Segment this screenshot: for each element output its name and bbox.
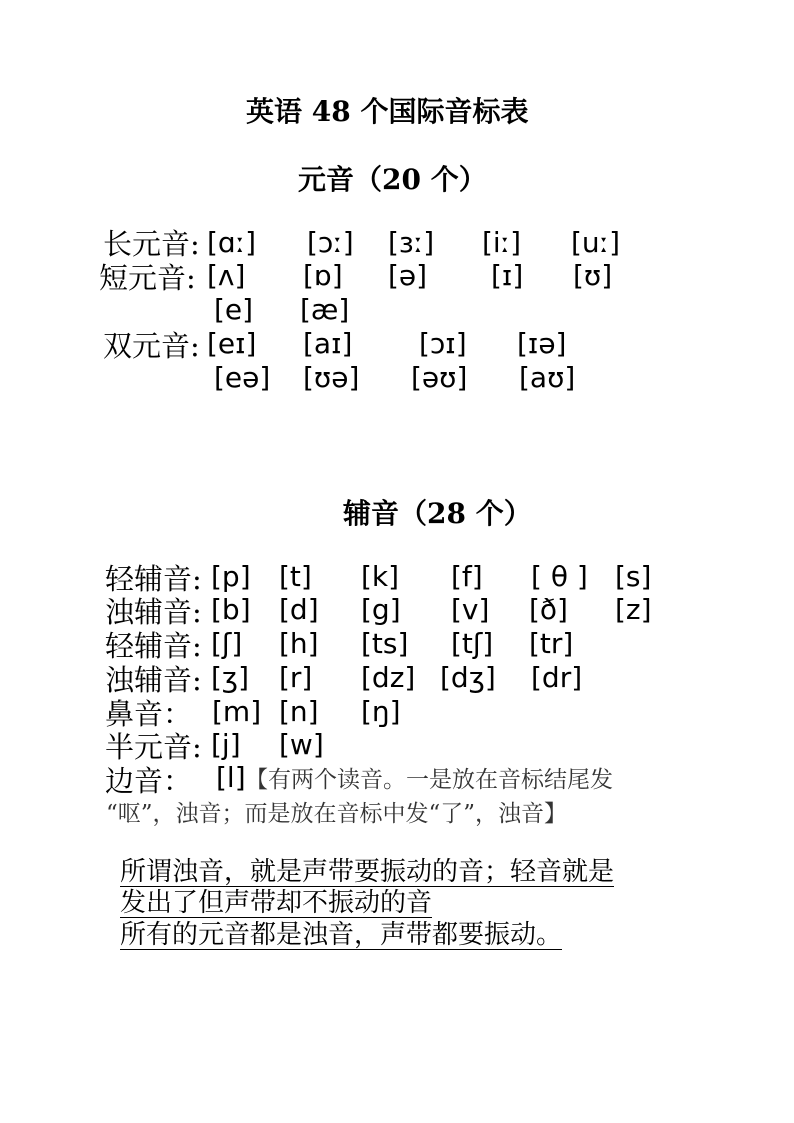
- phonetic-symbol: [ɜː]: [388, 226, 435, 259]
- phonetic-symbol: [ɪə]: [517, 327, 567, 360]
- phonetic-symbol: [f]: [451, 560, 483, 593]
- phonetic-symbol: [dr]: [531, 661, 583, 694]
- phonetic-symbol: [ʊə]: [303, 361, 360, 394]
- phonetic-symbol: [h]: [279, 627, 319, 660]
- consonant-label-voiceless: 轻辅音:: [105, 562, 202, 596]
- phonetic-symbol: [ð]: [529, 593, 568, 626]
- lateral-note-line-1: 【有两个读音。一是放在音标结尾发: [245, 767, 613, 793]
- phonetic-symbol: [ts]: [361, 627, 409, 660]
- phonetic-symbol: [ʊ]: [573, 259, 613, 292]
- phonetic-symbol: [n]: [279, 695, 319, 728]
- vowel-label-diphthong: 双元音:: [103, 329, 200, 363]
- phonetic-symbol: [ʒ]: [211, 661, 250, 694]
- consonant-label-voiced: 浊辅音:: [105, 595, 202, 629]
- phonetic-symbol: [ɒ]: [303, 259, 343, 292]
- phonetic-symbol: [tr]: [529, 627, 574, 660]
- phonetic-symbol: [dʒ]: [440, 661, 496, 694]
- phonetic-symbol: [uː]: [571, 226, 621, 259]
- phonetic-symbol: [d]: [279, 593, 319, 626]
- phonetic-symbol: [əʊ]: [411, 361, 468, 394]
- consonant-label-voiceless-2: 轻辅音:: [105, 629, 202, 663]
- phonetic-symbol: [j]: [211, 728, 241, 761]
- phonetic-symbol: [aɪ]: [303, 327, 353, 360]
- vowel-label-short: 短元音:: [99, 261, 196, 295]
- consonant-label-semivowel: 半元音:: [105, 730, 202, 764]
- phonetic-symbol: [k]: [361, 560, 400, 593]
- phonetic-symbol: [ŋ]: [361, 695, 401, 728]
- phonetic-symbol: [eə]: [214, 361, 271, 394]
- explanation-line-2: 发出了但声带却不振动的音: [120, 888, 433, 918]
- phonetic-symbol: [aʊ]: [519, 361, 576, 394]
- phonetic-symbol: [t]: [279, 560, 312, 593]
- page-title: 英语 48 个国际音标表: [246, 95, 529, 128]
- phonetic-symbol: [z]: [615, 593, 652, 626]
- phonetic-symbol: [b]: [211, 593, 251, 626]
- vowel-label-long: 长元音:: [103, 227, 200, 261]
- phonetic-symbol: [ɔɪ]: [419, 327, 467, 360]
- vowels-heading: 元音（20 个）: [298, 163, 487, 196]
- consonant-label-lateral: 边音：: [105, 764, 193, 798]
- phonetic-symbol: [ə]: [388, 259, 428, 292]
- phonetic-symbol: [g]: [361, 593, 401, 626]
- phonetic-symbol: [m]: [212, 695, 262, 728]
- consonant-label-voiced-2: 浊辅音:: [105, 663, 202, 697]
- phonetic-symbol: [w]: [279, 728, 324, 761]
- phonetic-symbol: [ɑː]: [207, 226, 257, 259]
- explanation-line-1: 所谓浊音，就是声带要振动的音；轻音就是: [120, 857, 615, 887]
- phonetic-symbol: [v]: [451, 593, 490, 626]
- phonetic-symbol: [ɪ]: [491, 259, 524, 292]
- phonetic-symbol: [æ]: [300, 293, 350, 326]
- phonetic-symbol: [dz]: [361, 661, 416, 694]
- phonetic-symbol: [tʃ]: [451, 627, 494, 660]
- phonetic-symbol: [ʃ]: [211, 627, 243, 660]
- lateral-note-line-2: “呕”，浊音；而是放在音标中发“了”，浊音】: [106, 801, 568, 827]
- phonetic-symbol: [ʌ]: [207, 259, 246, 292]
- phonetic-symbol: [ɔː]: [307, 226, 354, 259]
- phonetic-symbol: [e]: [214, 293, 254, 326]
- phonetic-symbol: [eɪ]: [207, 327, 257, 360]
- phonetic-symbol: [iː]: [482, 226, 522, 259]
- consonant-label-nasal: 鼻音：: [105, 697, 193, 731]
- phonetic-symbol: [s]: [615, 560, 652, 593]
- phonetic-symbol: [ θ ]: [531, 560, 588, 593]
- phonetic-symbol: [r]: [279, 661, 313, 694]
- phonetic-symbol: [l]: [216, 761, 246, 794]
- explanation-line-3: 所有的元音都是浊音，声带都要振动。: [120, 920, 563, 950]
- consonants-heading: 辅音（28 个）: [343, 497, 532, 530]
- phonetic-symbol: [p]: [211, 560, 251, 593]
